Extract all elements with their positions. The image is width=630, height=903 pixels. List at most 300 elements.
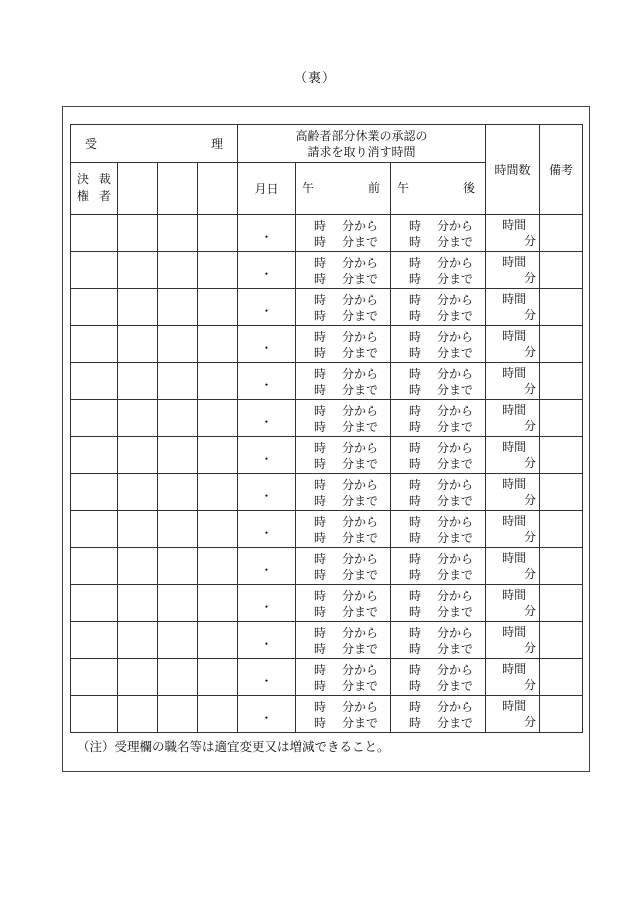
to-hour-label: 時 <box>409 345 422 360</box>
to-min-label: 分まで <box>342 234 379 249</box>
monthday-cell[interactable] <box>238 585 296 622</box>
duration-cell[interactable] <box>486 363 540 400</box>
duration-mins-label: 分 <box>524 456 537 470</box>
approver-cell[interactable] <box>158 363 198 400</box>
from-hour-label: 時 <box>314 551 327 566</box>
from-hour-label: 時 <box>314 440 327 455</box>
from-hour-label: 時 <box>409 440 422 455</box>
kessai-cell[interactable] <box>71 363 118 400</box>
to-min-label: 分まで <box>437 493 474 508</box>
am-time-cell[interactable] <box>296 326 391 363</box>
kessai-cell[interactable] <box>71 511 118 548</box>
pm-time-cell[interactable] <box>391 363 486 400</box>
remarks-cell[interactable] <box>540 289 583 326</box>
remarks-cell[interactable] <box>540 326 583 363</box>
duration-hours-label: 時間 <box>502 514 527 528</box>
from-hour-label: 時 <box>314 255 327 270</box>
duration-cell[interactable] <box>486 548 540 585</box>
monthday-cell[interactable] <box>238 659 296 696</box>
duration-hours-label: 時間 <box>502 625 527 639</box>
monthday-cell[interactable] <box>238 696 296 733</box>
remarks-cell[interactable] <box>540 696 583 733</box>
approver-cell[interactable] <box>158 659 198 696</box>
to-hour-label: 時 <box>314 456 327 471</box>
pm-time-cell[interactable] <box>391 696 486 733</box>
kessai-line-1: 決 裁 <box>77 172 114 186</box>
monthday-cell[interactable] <box>238 400 296 437</box>
from-hour-label: 時 <box>409 625 422 640</box>
from-min-label: 分から <box>342 625 379 640</box>
from-min-label: 分から <box>437 255 474 270</box>
monthday-separator: ・ <box>260 599 273 614</box>
from-min-label: 分から <box>437 662 474 677</box>
approver-cell[interactable] <box>158 289 198 326</box>
to-hour-label: 時 <box>314 271 327 286</box>
from-hour-label: 時 <box>409 477 422 492</box>
to-hour-label: 時 <box>314 382 327 397</box>
from-hour-label: 時 <box>409 699 422 714</box>
to-hour-label: 時 <box>409 715 422 730</box>
pm-time-cell[interactable] <box>391 289 486 326</box>
to-min-label: 分まで <box>437 530 474 545</box>
to-min-label: 分まで <box>342 604 379 619</box>
title-line-1: 高齢者部分休業の承認の <box>295 128 428 143</box>
to-min-label: 分まで <box>342 678 379 693</box>
kessai-cell[interactable] <box>71 474 118 511</box>
pm-time-cell[interactable] <box>391 548 486 585</box>
duration-cell[interactable] <box>486 511 540 548</box>
monthday-cell[interactable] <box>238 289 296 326</box>
monthday-cell[interactable] <box>238 215 296 252</box>
kessai-cell[interactable] <box>71 437 118 474</box>
monthday-separator: ・ <box>260 525 273 540</box>
am-time-cell[interactable] <box>296 548 391 585</box>
approver-cell[interactable] <box>118 511 158 548</box>
approver-cell[interactable] <box>118 215 158 252</box>
table-row <box>71 622 583 659</box>
from-hour-label: 時 <box>409 255 422 270</box>
remarks-cell[interactable] <box>540 363 583 400</box>
duration-cell[interactable] <box>486 659 540 696</box>
table-row <box>71 474 583 511</box>
am-left-label: 午 <box>302 181 315 195</box>
to-min-label: 分まで <box>342 715 379 730</box>
approver-cell[interactable] <box>158 474 198 511</box>
remarks-cell[interactable] <box>540 511 583 548</box>
kessai-cell[interactable] <box>71 659 118 696</box>
duration-cell[interactable] <box>486 252 540 289</box>
from-hour-label: 時 <box>314 625 327 640</box>
kessai-cell[interactable] <box>71 696 118 733</box>
from-hour-label: 時 <box>314 477 327 492</box>
to-min-label: 分まで <box>437 382 474 397</box>
approver-slot[interactable] <box>198 163 238 215</box>
monthday-cell[interactable] <box>238 474 296 511</box>
cancel-time-title <box>238 125 486 163</box>
to-min-label: 分まで <box>437 308 474 323</box>
pm-time-cell[interactable] <box>391 215 486 252</box>
duration-mins-label: 分 <box>524 641 537 655</box>
to-min-label: 分まで <box>342 382 379 397</box>
approver-cell[interactable] <box>198 252 238 289</box>
from-hour-label: 時 <box>409 366 422 381</box>
remarks-cell[interactable] <box>540 659 583 696</box>
am-right-label: 前 <box>368 181 381 195</box>
cancellation-table <box>70 124 583 733</box>
approver-cell[interactable] <box>118 363 158 400</box>
duration-hours-label: 時間 <box>502 403 527 417</box>
remarks-cell[interactable] <box>540 215 583 252</box>
from-hour-label: 時 <box>409 551 422 566</box>
pm-time-cell[interactable] <box>391 400 486 437</box>
monthday-separator: ・ <box>260 673 273 688</box>
to-min-label: 分まで <box>437 345 474 360</box>
approver-cell[interactable] <box>198 400 238 437</box>
duration-hours-label: 時間 <box>502 329 527 343</box>
uketsuke-left-label: 受 <box>85 137 98 151</box>
kessai-header <box>71 163 118 215</box>
from-min-label: 分から <box>437 440 474 455</box>
am-time-cell[interactable] <box>296 696 391 733</box>
am-header <box>296 163 391 215</box>
remarks-cell[interactable] <box>540 400 583 437</box>
duration-cell[interactable] <box>486 400 540 437</box>
remarks-cell[interactable] <box>540 548 583 585</box>
monthday-separator: ・ <box>260 414 273 429</box>
approver-cell[interactable] <box>158 400 198 437</box>
approver-cell[interactable] <box>198 585 238 622</box>
to-min-label: 分まで <box>437 271 474 286</box>
approver-cell[interactable] <box>198 289 238 326</box>
duration-mins-label: 分 <box>524 382 537 396</box>
am-time-cell[interactable] <box>296 289 391 326</box>
biko-header: 備考 <box>540 125 583 215</box>
approver-cell[interactable] <box>118 548 158 585</box>
duration-hours-label: 時間 <box>502 366 527 380</box>
approver-cell[interactable] <box>158 548 198 585</box>
from-min-label: 分から <box>437 699 474 714</box>
to-hour-label: 時 <box>314 234 327 249</box>
monthday-separator: ・ <box>260 266 273 281</box>
duration-hours-label: 時間 <box>502 662 527 676</box>
to-hour-label: 時 <box>314 308 327 323</box>
kessai-cell[interactable] <box>71 548 118 585</box>
duration-hours-label: 時間 <box>502 699 527 713</box>
pm-time-cell[interactable] <box>391 474 486 511</box>
to-hour-label: 時 <box>409 308 422 323</box>
approver-cell[interactable] <box>198 659 238 696</box>
remarks-cell[interactable] <box>540 585 583 622</box>
to-hour-label: 時 <box>314 641 327 656</box>
from-min-label: 分から <box>437 551 474 566</box>
duration-mins-label: 分 <box>524 308 537 322</box>
title-line-2: 請求を取り消す時間 <box>307 144 416 159</box>
from-min-label: 分から <box>342 366 379 381</box>
to-hour-label: 時 <box>409 382 422 397</box>
pm-time-cell[interactable] <box>391 659 486 696</box>
duration-cell[interactable] <box>486 474 540 511</box>
to-hour-label: 時 <box>409 604 422 619</box>
monthday-cell[interactable] <box>238 548 296 585</box>
table-row <box>71 215 583 252</box>
from-hour-label: 時 <box>409 292 422 307</box>
approver-slot[interactable] <box>158 163 198 215</box>
to-hour-label: 時 <box>314 604 327 619</box>
to-min-label: 分まで <box>342 493 379 508</box>
approver-cell[interactable] <box>158 215 198 252</box>
monthday-separator: ・ <box>260 229 273 244</box>
duration-mins-label: 分 <box>524 530 537 544</box>
duration-mins-label: 分 <box>524 567 537 581</box>
approver-slot[interactable] <box>118 163 158 215</box>
duration-cell[interactable] <box>486 215 540 252</box>
duration-cell[interactable] <box>486 585 540 622</box>
approver-cell[interactable] <box>158 696 198 733</box>
duration-hours-label: 時間 <box>502 218 527 232</box>
from-hour-label: 時 <box>314 699 327 714</box>
duration-mins-label: 分 <box>524 715 537 729</box>
duration-cell[interactable] <box>486 437 540 474</box>
table-row <box>71 585 583 622</box>
approver-cell[interactable] <box>118 474 158 511</box>
table-row <box>71 289 583 326</box>
remarks-cell[interactable] <box>540 252 583 289</box>
remarks-cell[interactable] <box>540 437 583 474</box>
kessai-cell[interactable] <box>71 622 118 659</box>
approver-cell[interactable] <box>118 622 158 659</box>
to-hour-label: 時 <box>314 678 327 693</box>
from-hour-label: 時 <box>409 662 422 677</box>
to-min-label: 分まで <box>437 641 474 656</box>
kessai-cell[interactable] <box>71 326 118 363</box>
to-hour-label: 時 <box>314 345 327 360</box>
monthday-header: 月日 <box>238 163 296 215</box>
to-min-label: 分まで <box>437 234 474 249</box>
from-min-label: 分から <box>437 366 474 381</box>
from-min-label: 分から <box>342 662 379 677</box>
duration-mins-label: 分 <box>524 345 537 359</box>
monthday-cell[interactable] <box>238 363 296 400</box>
to-hour-label: 時 <box>409 530 422 545</box>
approver-cell[interactable] <box>118 326 158 363</box>
approver-cell[interactable] <box>118 289 158 326</box>
pm-time-cell[interactable] <box>391 585 486 622</box>
to-min-label: 分まで <box>342 641 379 656</box>
duration-mins-label: 分 <box>524 271 537 285</box>
am-time-cell[interactable] <box>296 659 391 696</box>
approver-cell[interactable] <box>198 511 238 548</box>
from-min-label: 分から <box>437 625 474 640</box>
from-hour-label: 時 <box>409 403 422 418</box>
am-time-cell[interactable] <box>296 585 391 622</box>
from-min-label: 分から <box>342 551 379 566</box>
to-min-label: 分まで <box>342 271 379 286</box>
pm-left-label: 午 <box>397 181 410 195</box>
duration-cell[interactable] <box>486 326 540 363</box>
pm-time-cell[interactable] <box>391 326 486 363</box>
approver-cell[interactable] <box>198 215 238 252</box>
from-min-label: 分から <box>342 292 379 307</box>
to-hour-label: 時 <box>314 567 327 582</box>
remarks-cell[interactable] <box>540 622 583 659</box>
from-min-label: 分から <box>342 477 379 492</box>
from-hour-label: 時 <box>314 662 327 677</box>
to-min-label: 分まで <box>342 567 379 582</box>
from-hour-label: 時 <box>314 292 327 307</box>
to-hour-label: 時 <box>314 493 327 508</box>
duration-hours-label: 時間 <box>502 440 527 454</box>
from-hour-label: 時 <box>314 588 327 603</box>
to-min-label: 分まで <box>437 567 474 582</box>
am-time-cell[interactable] <box>296 511 391 548</box>
approver-cell[interactable] <box>158 585 198 622</box>
from-hour-label: 時 <box>314 218 327 233</box>
approver-cell[interactable] <box>198 548 238 585</box>
approver-cell[interactable] <box>198 474 238 511</box>
duration-hours-label: 時間 <box>502 477 527 491</box>
approver-cell[interactable] <box>118 252 158 289</box>
monthday-separator: ・ <box>260 562 273 577</box>
kessai-cell[interactable] <box>71 252 118 289</box>
from-min-label: 分から <box>342 514 379 529</box>
am-time-cell[interactable] <box>296 252 391 289</box>
from-hour-label: 時 <box>314 403 327 418</box>
duration-hours-label: 時間 <box>502 551 527 565</box>
kessai-cell[interactable] <box>71 289 118 326</box>
am-time-cell[interactable] <box>296 437 391 474</box>
am-time-cell[interactable] <box>296 400 391 437</box>
duration-hours-label: 時間 <box>502 588 527 602</box>
footnote: （注）受理欄の職名等は適宜変更又は増減できること。 <box>77 739 390 754</box>
duration-cell[interactable] <box>486 622 540 659</box>
from-hour-label: 時 <box>409 218 422 233</box>
duration-mins-label: 分 <box>524 604 537 618</box>
monthday-separator: ・ <box>260 451 273 466</box>
pm-time-cell[interactable] <box>391 511 486 548</box>
from-min-label: 分から <box>437 218 474 233</box>
to-min-label: 分まで <box>437 456 474 471</box>
table-row <box>71 400 583 437</box>
uketsuke-header <box>71 125 238 163</box>
to-hour-label: 時 <box>409 678 422 693</box>
from-hour-label: 時 <box>409 514 422 529</box>
pm-time-cell[interactable] <box>391 437 486 474</box>
approver-cell[interactable] <box>118 585 158 622</box>
duration-mins-label: 分 <box>524 234 537 248</box>
monthday-separator: ・ <box>260 303 273 318</box>
approver-cell[interactable] <box>198 696 238 733</box>
pm-right-label: 後 <box>463 181 476 195</box>
pm-time-cell[interactable] <box>391 252 486 289</box>
duration-mins-label: 分 <box>524 493 537 507</box>
to-min-label: 分まで <box>342 308 379 323</box>
table-row <box>71 437 583 474</box>
approver-cell[interactable] <box>158 622 198 659</box>
pm-header <box>391 163 486 215</box>
to-hour-label: 時 <box>409 456 422 471</box>
to-min-label: 分まで <box>437 678 474 693</box>
duration-cell[interactable] <box>486 696 540 733</box>
approver-cell[interactable] <box>158 437 198 474</box>
page-heading: （裏） <box>293 71 336 86</box>
to-min-label: 分まで <box>342 419 379 434</box>
am-time-cell[interactable] <box>296 363 391 400</box>
duration-hours-label: 時間 <box>502 292 527 306</box>
approver-cell[interactable] <box>118 696 158 733</box>
to-hour-label: 時 <box>409 567 422 582</box>
monthday-cell[interactable] <box>238 326 296 363</box>
from-min-label: 分から <box>437 329 474 344</box>
approver-cell[interactable] <box>158 252 198 289</box>
am-time-cell[interactable] <box>296 474 391 511</box>
duration-mins-label: 分 <box>524 678 537 692</box>
table-row <box>71 696 583 733</box>
approver-cell[interactable] <box>118 400 158 437</box>
approver-cell[interactable] <box>198 437 238 474</box>
to-hour-label: 時 <box>314 419 327 434</box>
to-hour-label: 時 <box>409 271 422 286</box>
from-hour-label: 時 <box>409 329 422 344</box>
from-min-label: 分から <box>342 255 379 270</box>
to-min-label: 分まで <box>342 456 379 471</box>
from-min-label: 分から <box>342 218 379 233</box>
monthday-cell[interactable] <box>238 511 296 548</box>
monthday-cell[interactable] <box>238 437 296 474</box>
to-hour-label: 時 <box>314 715 327 730</box>
from-min-label: 分から <box>437 477 474 492</box>
monthday-separator: ・ <box>260 488 273 503</box>
to-min-label: 分まで <box>437 419 474 434</box>
approver-cell[interactable] <box>198 363 238 400</box>
approver-cell[interactable] <box>198 622 238 659</box>
to-hour-label: 時 <box>409 641 422 656</box>
kessai-cell[interactable] <box>71 215 118 252</box>
kessai-cell[interactable] <box>71 400 118 437</box>
to-hour-label: 時 <box>314 530 327 545</box>
from-min-label: 分から <box>342 403 379 418</box>
remarks-cell[interactable] <box>540 474 583 511</box>
approver-cell[interactable] <box>198 326 238 363</box>
table-row <box>71 548 583 585</box>
duration-mins-label: 分 <box>524 419 537 433</box>
from-hour-label: 時 <box>314 514 327 529</box>
from-min-label: 分から <box>342 699 379 714</box>
to-min-label: 分まで <box>437 604 474 619</box>
kessai-cell[interactable] <box>71 585 118 622</box>
pm-time-cell[interactable] <box>391 622 486 659</box>
from-min-label: 分から <box>342 329 379 344</box>
table-row <box>71 252 583 289</box>
from-min-label: 分から <box>342 440 379 455</box>
table-row <box>71 326 583 363</box>
from-min-label: 分から <box>437 588 474 603</box>
am-time-cell[interactable] <box>296 215 391 252</box>
table-row <box>71 659 583 696</box>
table-row <box>71 511 583 548</box>
monthday-cell[interactable] <box>238 252 296 289</box>
from-min-label: 分から <box>437 403 474 418</box>
monthday-cell[interactable] <box>238 622 296 659</box>
am-time-cell[interactable] <box>296 622 391 659</box>
approver-cell[interactable] <box>118 437 158 474</box>
from-min-label: 分から <box>342 588 379 603</box>
approver-cell[interactable] <box>118 659 158 696</box>
approver-cell[interactable] <box>158 511 198 548</box>
approver-cell[interactable] <box>158 326 198 363</box>
duration-cell[interactable] <box>486 289 540 326</box>
to-min-label: 分まで <box>342 345 379 360</box>
to-min-label: 分まで <box>437 715 474 730</box>
